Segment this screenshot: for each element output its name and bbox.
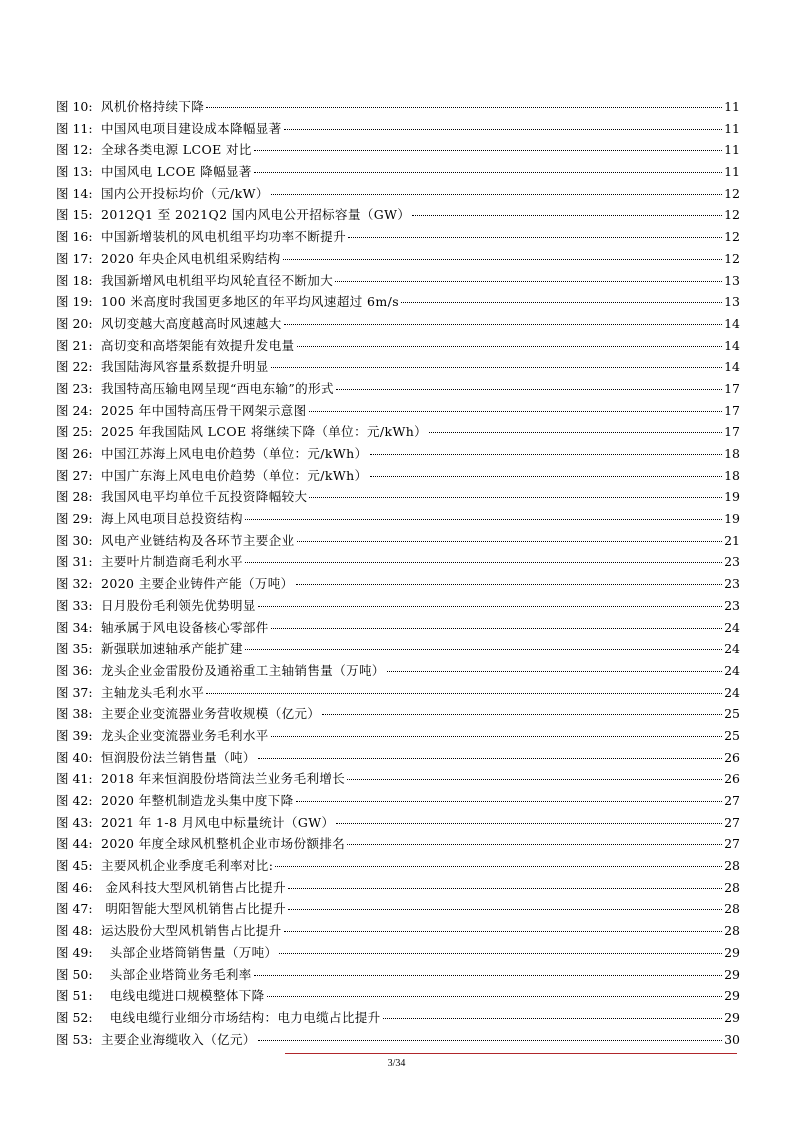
dot-leader xyxy=(347,779,722,780)
toc-entry[interactable] xyxy=(56,985,740,1007)
figure-number: 图 13: xyxy=(56,164,93,180)
figure-page-number: 11 xyxy=(724,120,740,136)
dot-leader xyxy=(296,584,723,585)
toc-entry[interactable] xyxy=(56,204,740,226)
figure-page-number: 12 xyxy=(724,207,740,223)
figure-number: 图 15: xyxy=(56,207,93,223)
figure-number: 图 41: xyxy=(56,771,93,787)
toc-entry[interactable] xyxy=(56,660,740,682)
toc-entry[interactable] xyxy=(56,508,740,530)
figure-title: 2020 主要企业铸件产能（万吨） xyxy=(101,576,294,592)
figure-title: 风电产业链结构及各环节主要企业 xyxy=(101,532,295,548)
dot-leader xyxy=(322,714,722,715)
figure-page-number: 28 xyxy=(724,879,740,895)
figure-title: 日月股份毛利领先优势明显 xyxy=(101,597,256,613)
figure-page-number: 13 xyxy=(724,272,740,288)
dot-leader xyxy=(258,1040,722,1041)
figure-title: 风切变越大高度越高时风速越大 xyxy=(101,315,282,331)
toc-entry[interactable] xyxy=(56,595,740,617)
figure-title: 我国陆海风容量系数提升明显 xyxy=(101,359,269,375)
figure-page-number: 26 xyxy=(724,749,740,765)
dot-leader xyxy=(271,628,722,629)
dot-leader xyxy=(297,346,723,347)
figure-page-number: 25 xyxy=(724,727,740,743)
toc-entry[interactable] xyxy=(56,226,740,248)
figure-title: 2020 年整机制造龙头集中度下降 xyxy=(101,793,294,808)
figure-page-number: 12 xyxy=(724,250,740,266)
figure-number: 图 36: xyxy=(56,662,93,678)
figure-number: 图 34: xyxy=(56,619,93,635)
figure-title: 中国广东海上风电电价趋势（单位：元/kWh） xyxy=(101,467,368,483)
toc-entry[interactable] xyxy=(56,270,740,292)
dot-leader xyxy=(429,432,722,433)
toc-entry[interactable] xyxy=(56,400,740,422)
dot-leader xyxy=(254,150,722,151)
toc-entry[interactable] xyxy=(56,725,740,747)
figure-title: 主要企业海缆收入（亿元） xyxy=(101,1031,256,1047)
figure-title: 中国新增装机的风电机组平均功率不断提升 xyxy=(101,229,347,245)
toc-entry[interactable] xyxy=(56,747,740,769)
figure-page-number: 11 xyxy=(724,142,740,158)
figure-number: 图 47: xyxy=(56,901,93,917)
figure-number: 图 32: xyxy=(56,576,93,592)
figure-title: 恒润股份法兰销售量（吨） xyxy=(101,749,256,765)
figure-title: 高切变和高塔架能有效提升发电量 xyxy=(101,337,295,353)
figure-page-number: 26 xyxy=(724,771,740,787)
figure-number: 图 17: xyxy=(56,250,93,266)
toc-entry[interactable] xyxy=(56,421,740,443)
figure-page-number: 25 xyxy=(724,706,740,722)
toc-entry[interactable] xyxy=(56,486,740,508)
dot-leader xyxy=(296,801,723,802)
dot-leader xyxy=(254,975,722,976)
toc-entry[interactable] xyxy=(56,812,740,834)
dot-leader xyxy=(309,411,723,412)
dot-leader xyxy=(383,1018,722,1019)
figure-title: 2020 年度全球风机整机企业市场份额排名 xyxy=(101,836,346,852)
figure-number: 图 12: xyxy=(56,142,93,158)
toc-entry[interactable] xyxy=(56,877,740,899)
figure-number: 图 44: xyxy=(56,836,93,852)
toc-entry[interactable] xyxy=(56,617,740,639)
figure-page-number: 29 xyxy=(724,966,740,982)
toc-entry[interactable] xyxy=(56,964,740,986)
figure-number: 图 35: xyxy=(56,641,93,657)
dot-leader xyxy=(271,736,722,737)
figure-title: 风机价格持续下降 xyxy=(101,99,205,114)
figure-page-number: 14 xyxy=(724,359,740,375)
toc-entry[interactable] xyxy=(56,682,740,704)
dot-leader xyxy=(288,909,722,910)
figure-number: 图 51: xyxy=(56,988,93,1004)
dot-leader xyxy=(335,281,722,282)
toc-entry[interactable] xyxy=(56,139,740,161)
figure-title: 主要叶片制造商毛利水平 xyxy=(101,554,243,570)
figure-title: 国内公开投标均价（元/kW） xyxy=(101,185,269,201)
figure-number: 图 11: xyxy=(56,120,93,136)
dot-leader xyxy=(370,454,723,455)
dot-leader xyxy=(245,519,722,520)
figure-page-number: 29 xyxy=(724,944,740,960)
figure-title: 主要风机企业季度毛利率对比: xyxy=(101,858,274,874)
figure-page-number: 28 xyxy=(724,858,740,874)
toc-entry[interactable] xyxy=(56,335,740,357)
figure-title: 全球各类电源 LCOE 对比 xyxy=(101,142,252,158)
dot-leader xyxy=(412,215,722,216)
toc-entry[interactable] xyxy=(56,356,740,378)
figure-number: 图 16: xyxy=(56,229,93,245)
figure-number: 图 28: xyxy=(56,489,93,505)
dot-leader xyxy=(336,389,722,390)
toc-entry[interactable] xyxy=(56,465,740,487)
toc-entry[interactable] xyxy=(56,551,740,573)
toc-entry[interactable] xyxy=(56,790,740,812)
figure-number: 图 50: xyxy=(56,966,93,982)
figure-page-number: 24 xyxy=(724,619,740,635)
figure-page-number: 28 xyxy=(724,901,740,917)
figure-number: 图 19: xyxy=(56,294,93,310)
dot-leader xyxy=(245,562,722,563)
dot-leader xyxy=(279,953,722,954)
toc-entry[interactable] xyxy=(56,118,740,140)
figure-page-number: 24 xyxy=(724,662,740,678)
toc-entry[interactable] xyxy=(56,183,740,205)
dot-leader xyxy=(275,866,722,867)
figure-title: 2020 年央企风电机组采购结构 xyxy=(101,250,281,266)
figure-number: 图 33: xyxy=(56,597,93,613)
figure-number: 图 42: xyxy=(56,793,93,808)
figure-page-number: 29 xyxy=(724,1009,740,1025)
figure-page-number: 14 xyxy=(724,315,740,331)
dot-leader xyxy=(206,107,722,108)
figure-number: 图 52: xyxy=(56,1009,93,1025)
figure-number: 图 48: xyxy=(56,923,93,939)
toc-entry[interactable] xyxy=(56,855,740,877)
figure-page-number: 28 xyxy=(724,923,740,939)
figure-page-number: 23 xyxy=(724,576,740,592)
figure-title: 主要企业变流器业务营收规模（亿元） xyxy=(101,706,321,722)
figure-title: 头部企业塔筒销售量（万吨） xyxy=(101,944,278,960)
figure-page-number: 19 xyxy=(724,511,740,527)
figure-number: 图 49: xyxy=(56,944,93,960)
figure-number: 图 26: xyxy=(56,446,93,461)
figure-page-number: 30 xyxy=(724,1031,740,1047)
figure-page-number: 17 xyxy=(724,424,740,440)
toc-entry[interactable] xyxy=(56,248,740,270)
toc-entry[interactable] xyxy=(56,833,740,855)
figure-page-number: 24 xyxy=(724,641,740,657)
figure-number: 图 38: xyxy=(56,706,93,722)
figure-number: 图 21: xyxy=(56,337,93,353)
dot-leader xyxy=(309,497,722,498)
figure-page-number: 23 xyxy=(724,554,740,570)
toc-entry[interactable] xyxy=(56,378,740,400)
figure-page-number: 17 xyxy=(724,402,740,418)
dot-leader xyxy=(258,758,722,759)
figure-page-number: 24 xyxy=(724,684,740,700)
dot-leader xyxy=(258,606,722,607)
figure-title: 电线电缆行业细分市场结构：电力电缆占比提升 xyxy=(101,1009,381,1025)
toc-entry[interactable] xyxy=(56,1029,740,1051)
figure-number: 图 10: xyxy=(56,99,93,114)
dot-leader xyxy=(348,237,722,238)
figure-title: 2018 年来恒润股份塔筒法兰业务毛利增长 xyxy=(101,771,346,787)
figure-page-number: 11 xyxy=(724,164,740,180)
figure-title: 2021 年 1-8 月风电中标量统计（GW） xyxy=(101,814,335,830)
dot-leader xyxy=(370,476,723,477)
figure-number: 图 27: xyxy=(56,467,93,483)
toc-entry[interactable] xyxy=(56,942,740,964)
figure-title: 新强联加速轴承产能扩建 xyxy=(101,641,243,657)
figure-number: 图 20: xyxy=(56,315,93,331)
figure-number: 图 14: xyxy=(56,185,93,201)
toc-entry[interactable] xyxy=(56,703,740,725)
toc-entry[interactable] xyxy=(56,96,740,118)
dot-leader xyxy=(297,541,723,542)
figure-list xyxy=(56,96,740,1050)
figure-page-number: 27 xyxy=(724,836,740,852)
figure-page-number: 27 xyxy=(724,814,740,830)
figure-title: 轴承属于风电设备核心零部件 xyxy=(101,619,269,635)
toc-entry[interactable] xyxy=(56,898,740,920)
figure-number: 图 31: xyxy=(56,554,93,570)
figure-number: 图 18: xyxy=(56,272,93,288)
figure-number: 图 23: xyxy=(56,380,93,396)
figure-page-number: 18 xyxy=(724,446,740,461)
dot-leader xyxy=(401,302,722,303)
figure-title: 2012Q1 至 2021Q2 国内风电公开招标容量（GW） xyxy=(101,207,411,223)
figure-number: 图 22: xyxy=(56,359,93,375)
figure-title: 中国江苏海上风电电价趋势（单位：元/kWh） xyxy=(101,446,368,461)
figure-number: 图 53: xyxy=(56,1031,93,1047)
figure-title: 2025 年我国陆风 LCOE 将继续下降（单位：元/kWh） xyxy=(101,424,428,440)
figure-page-number: 18 xyxy=(724,467,740,483)
dot-leader xyxy=(267,996,723,997)
toc-entry[interactable] xyxy=(56,161,740,183)
figure-title: 我国新增风电机组平均风轮直径不断加大 xyxy=(101,272,334,288)
toc-entry[interactable] xyxy=(56,443,740,465)
figure-number: 图 24: xyxy=(56,402,93,418)
toc-entry[interactable] xyxy=(56,291,740,313)
dot-leader xyxy=(347,844,722,845)
figure-page-number: 21 xyxy=(724,532,740,548)
figure-page-number: 27 xyxy=(724,793,740,808)
figure-title: 中国风电 LCOE 降幅显著 xyxy=(101,164,252,180)
dot-leader xyxy=(284,324,722,325)
figure-title: 主轴龙头毛利水平 xyxy=(101,684,205,700)
figure-page-number: 23 xyxy=(724,597,740,613)
figure-page-number: 19 xyxy=(724,489,740,505)
dot-leader xyxy=(206,693,722,694)
figure-title: 我国特高压输电网呈现“西电东输”的形式 xyxy=(101,380,334,396)
figure-title: 龙头企业变流器业务毛利水平 xyxy=(101,727,269,743)
dot-leader xyxy=(271,194,722,195)
figure-title: 100 米高度时我国更多地区的年平均风速超过 6m/s xyxy=(101,294,400,310)
figure-page-number: 29 xyxy=(724,988,740,1004)
figure-title: 海上风电项目总投资结构 xyxy=(101,511,243,527)
figure-number: 图 29: xyxy=(56,511,93,527)
figure-page-number: 11 xyxy=(724,99,740,114)
toc-entry[interactable] xyxy=(56,638,740,660)
figure-number: 图 30: xyxy=(56,532,93,548)
toc-entry[interactable] xyxy=(56,313,740,335)
footer-divider xyxy=(285,1053,737,1054)
figure-number: 图 39: xyxy=(56,727,93,743)
toc-entry[interactable] xyxy=(56,1007,740,1029)
toc-entry[interactable] xyxy=(56,530,740,552)
dot-leader xyxy=(288,888,722,889)
figure-title: 金风科技大型风机销售占比提升 xyxy=(101,879,286,895)
toc-entry[interactable] xyxy=(56,920,740,942)
dot-leader xyxy=(245,649,722,650)
dot-leader xyxy=(284,129,722,130)
figure-title: 明阳智能大型风机销售占比提升 xyxy=(101,901,286,917)
toc-entry[interactable] xyxy=(56,768,740,790)
page-number: 3/34 xyxy=(387,1058,406,1069)
figure-page-number: 17 xyxy=(724,380,740,396)
figure-page-number: 14 xyxy=(724,337,740,353)
figure-page-number: 13 xyxy=(724,294,740,310)
dot-leader xyxy=(284,931,722,932)
toc-entry[interactable] xyxy=(56,573,740,595)
figure-number: 图 40: xyxy=(56,749,93,765)
figure-number: 图 43: xyxy=(56,814,93,830)
figure-title: 电线电缆进口规模整体下降 xyxy=(101,988,265,1004)
dot-leader xyxy=(387,671,722,672)
figure-title: 头部企业塔筒业务毛利率 xyxy=(101,966,252,982)
figure-number: 图 46: xyxy=(56,879,93,895)
figure-number: 图 37: xyxy=(56,684,93,700)
figure-page-number: 12 xyxy=(724,185,740,201)
figure-title: 2025 年中国特高压骨干网架示意图 xyxy=(101,402,307,418)
dot-leader xyxy=(254,172,722,173)
dot-leader xyxy=(271,367,722,368)
figure-title: 我国风电平均单位千瓦投资降幅较大 xyxy=(101,489,308,505)
figure-number: 图 45: xyxy=(56,858,93,874)
figure-page-number: 12 xyxy=(724,229,740,245)
figure-title: 龙头企业金雷股份及通裕重工主轴销售量（万吨） xyxy=(101,662,385,678)
dot-leader xyxy=(336,823,722,824)
figure-number: 图 25: xyxy=(56,424,93,440)
figure-title: 中国风电项目建设成本降幅显著 xyxy=(101,120,282,136)
dot-leader xyxy=(283,259,722,260)
figure-title: 运达股份大型风机销售占比提升 xyxy=(101,923,282,939)
